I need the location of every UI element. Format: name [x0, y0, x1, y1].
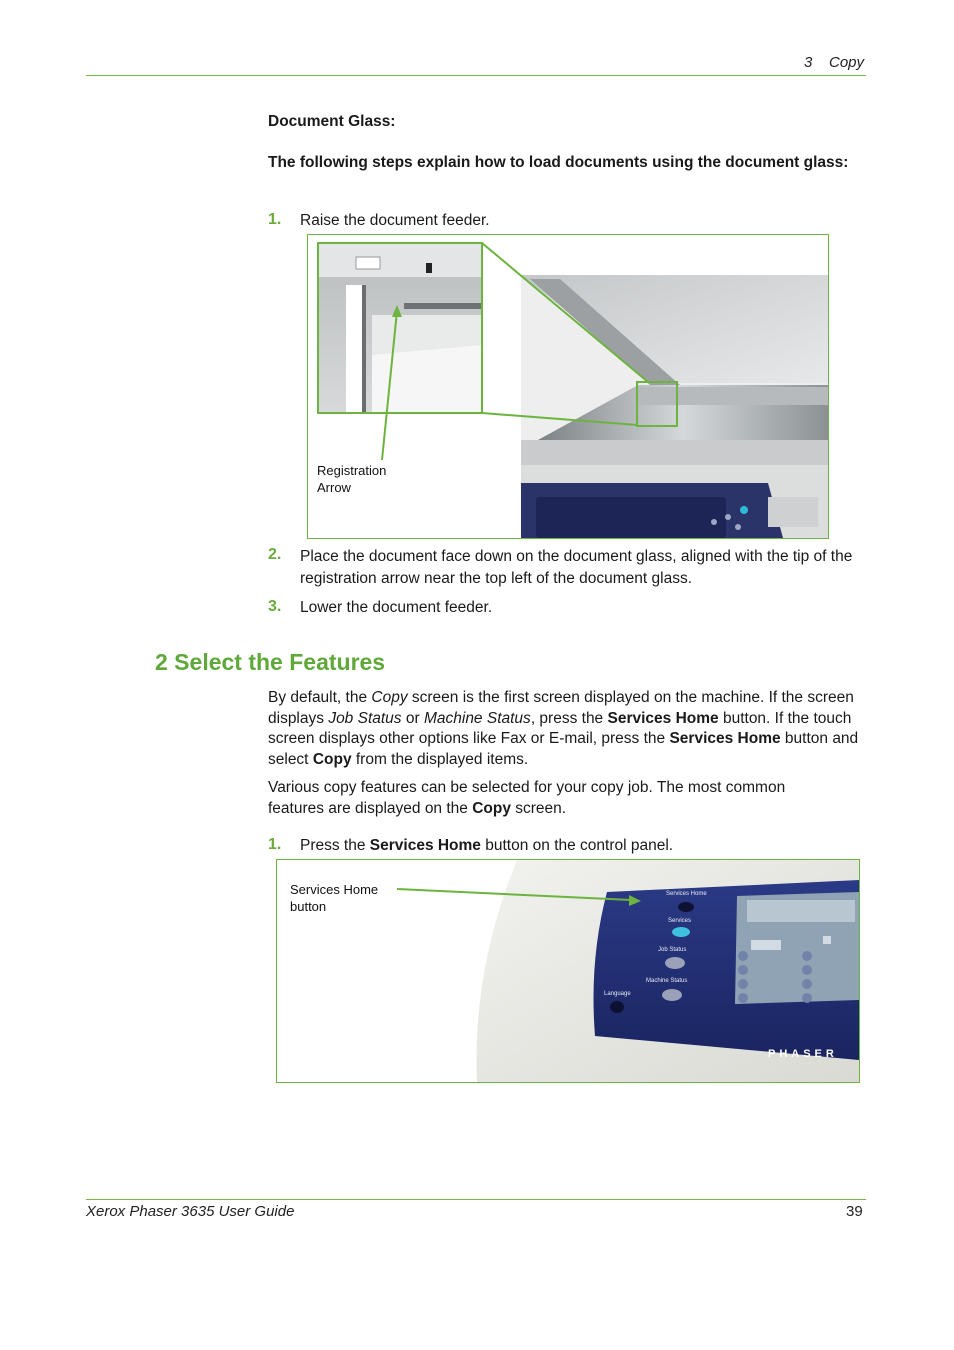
panel-label-machine-status: Machine Status — [646, 978, 688, 984]
select-features-paragraph-2: Various copy features can be selected for your copy job. The most common features are displayed on the Copy screen. — [268, 779, 786, 817]
footer-page-number: 39 — [846, 1203, 863, 1220]
footer-guide-title: Xerox Phaser 3635 User Guide — [86, 1203, 295, 1220]
step-3-text: Lower the document feeder. — [300, 599, 493, 616]
document-glass-intro: The following steps explain how to load documents using the document glass: — [268, 154, 849, 171]
header-chapter-title: Copy — [829, 54, 865, 71]
header-chapter-number: 3 — [804, 54, 813, 71]
document-glass-heading: Document Glass: — [268, 113, 396, 130]
header-rule — [86, 75, 866, 76]
step-2-number: 2. — [268, 546, 282, 563]
step-3-number: 3. — [268, 598, 282, 615]
select-features-paragraph-1: By default, the Copy screen is the first screen displayed on the machine. If the screen displays Job Status or Machine Status, press the Services Home button. If the touch screen displays other options like Fax or E-mail, press the Services Home button and select Copy from the displayed items. — [268, 689, 859, 768]
step-1-number: 1. — [268, 211, 282, 228]
panel-label-language: Language — [604, 991, 631, 997]
step-2-text: Place the document face down on the document glass, aligned with the tip of the registration arrow near the top left of the document glass. — [300, 548, 853, 587]
services-home-button-label: Services Home button — [290, 882, 379, 914]
features-step-1-text: Press the Services Home button on the control panel. — [300, 837, 674, 854]
footer-rule — [86, 1199, 866, 1200]
panel-brand-phaser: PHASER — [768, 1048, 838, 1060]
step-1-text: Raise the document feeder. — [300, 212, 490, 229]
panel-label-services-home: Services Home — [666, 891, 707, 897]
panel-label-services: Services — [668, 918, 692, 924]
features-step-1-number: 1. — [268, 836, 282, 853]
panel-label-job-status: Job Status — [658, 947, 687, 953]
section-heading: 2 Select the Features — [155, 649, 386, 675]
registration-arrow-label: Registration Arrow — [317, 463, 387, 495]
